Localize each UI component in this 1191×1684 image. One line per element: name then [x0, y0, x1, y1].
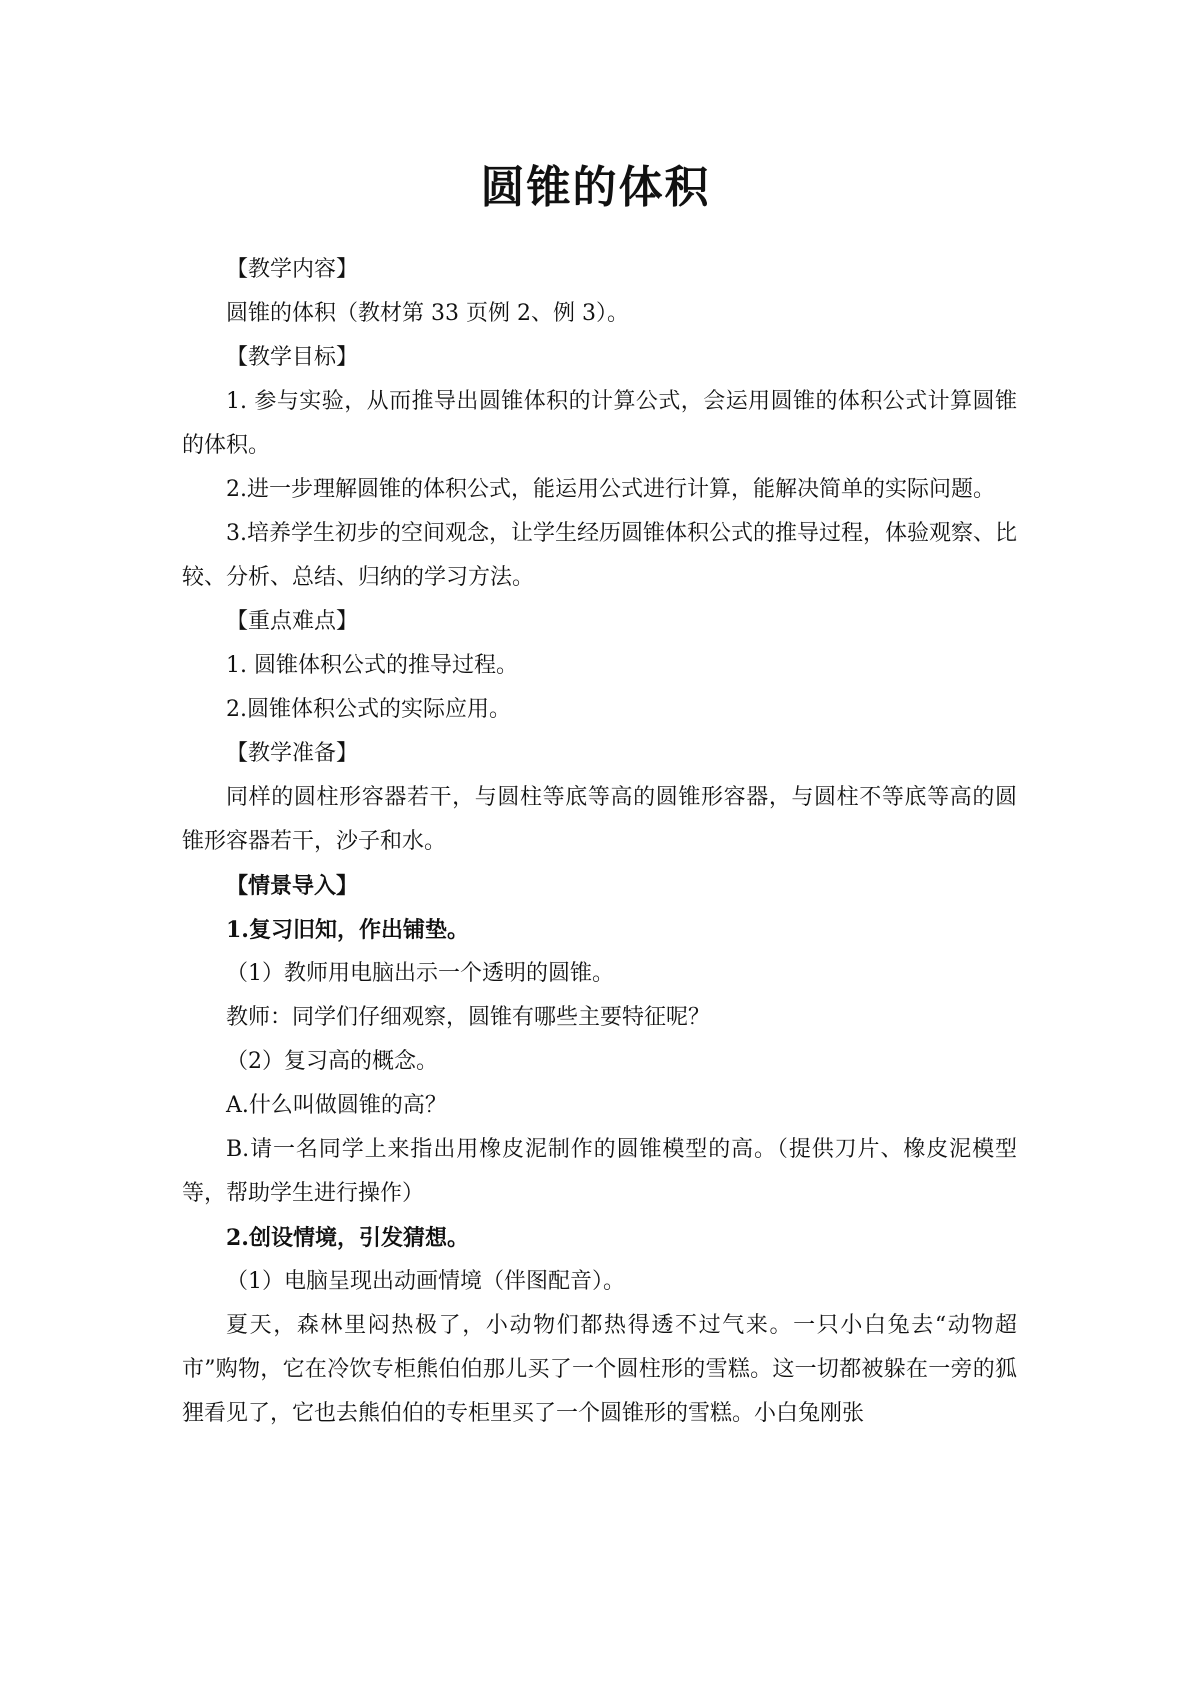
document-body [182, 248, 1017, 1436]
paragraph: 教师：同学们仔细观察，圆锥有哪些主要特征呢？ [226, 1005, 711, 1030]
paragraph: 圆锥的体积（教材第 33 页例 2、例 3）。 [226, 301, 629, 326]
document-title: 圆锥的体积 [480, 162, 711, 213]
paragraph: （1）电脑呈现出动画情境（伴图配音）。 [226, 1269, 625, 1294]
paragraph: A.什么叫做圆锥的高？ [226, 1093, 447, 1118]
paragraph: 1. 参与实验，从而推导出圆锥体积的计算公式，会运用圆锥的体积公式计算圆锥的体积。 [182, 389, 1017, 458]
paragraph: （2）复习高的概念。 [226, 1049, 438, 1074]
section-heading-key-points: 【重点难点】 [226, 609, 359, 634]
section-heading-content: 【教学内容】 [226, 257, 359, 282]
section-heading-objectives: 【教学目标】 [226, 345, 359, 370]
paragraph: B.请一名同学上来指出用橡皮泥制作的圆锥模型的高。（提供刀片、橡皮泥模型等，帮助学生进行操作） [182, 1137, 1017, 1206]
paragraph: （1）教师用电脑出示一个透明的圆锥。 [226, 961, 614, 986]
paragraph: 3.培养学生初步的空间观念，让学生经历圆锥体积公式的推导过程，体验观察、比较、分析、总结、归纳的学习方法。 [182, 521, 1017, 590]
section-heading-introduction: 【情景导入】 [226, 873, 359, 899]
section-heading-preparation: 【教学准备】 [226, 741, 359, 766]
paragraph: 同样的圆柱形容器若干，与圆柱等底等高的圆锥形容器，与圆柱不等底等高的圆锥形容器若干，沙子和水。 [182, 785, 1017, 854]
paragraph: 2.进一步理解圆锥的体积公式，能运用公式进行计算，能解决简单的实际问题。 [226, 477, 995, 502]
paragraph: 2.圆锥体积公式的实际应用。 [226, 697, 511, 722]
paragraph: 夏天，森林里闷热极了，小动物们都热得透不过气来。一只小白兔去“动物超市”购物，它在冷饮专柜熊伯伯那儿买了一个圆柱形的雪糕。这一切都被躲在一旁的狐狸看见了，它也去熊伯伯的专柜里买了一个圆锥形的雪糕。小白兔刚张 [182, 1313, 1017, 1426]
subheading: 2.创设情境，引发猜想。 [226, 1225, 469, 1251]
paragraph: 1. 圆锥体积公式的推导过程。 [226, 653, 518, 678]
subheading: 1.复习旧知，作出铺垫。 [226, 917, 469, 943]
